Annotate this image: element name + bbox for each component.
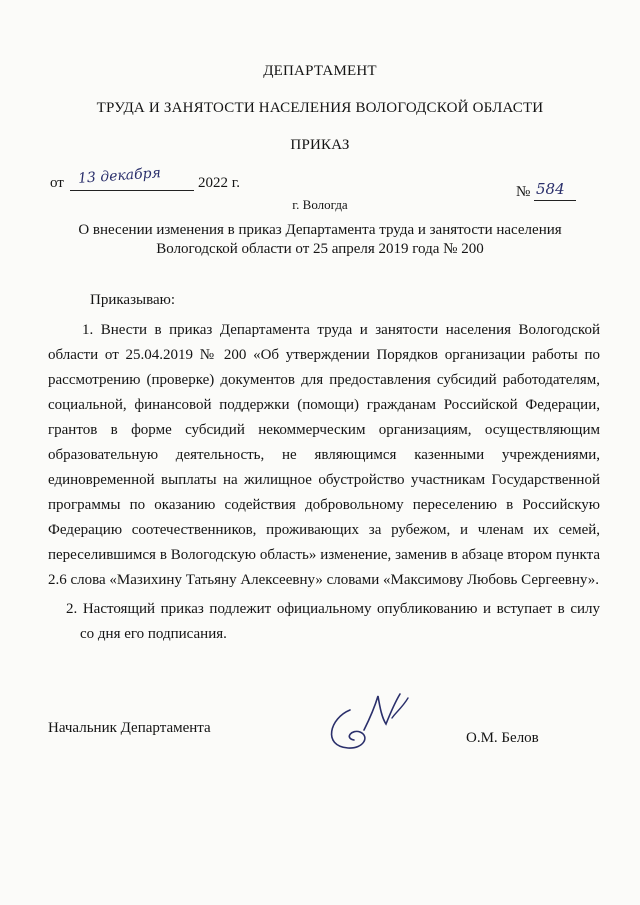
order-body (48, 318, 600, 647)
department-full-name: ТРУДА И ЗАНЯТОСТИ НАСЕЛЕНИЯ ВОЛОГОДСКОЙ ОБЛАСТИ (96, 100, 544, 116)
document-type: ПРИКАЗ (290, 137, 350, 153)
signer-position: Начальник Департамента (48, 720, 211, 736)
signer-name: О.М. Белов (466, 730, 539, 746)
number-prefix: № (516, 184, 531, 200)
order-item-2: 2. Настоящий приказ подлежит официальному опубликованию и вступает в силу со дня его подписания. (66, 601, 600, 642)
department-heading: ДЕПАРТАМЕНТ (263, 63, 377, 79)
city-label: г. Вологда (292, 197, 348, 212)
order-intro: Приказываю: (90, 292, 175, 308)
subject-line-2: Вологодской области от 25 апреля 2019 года № 200 (156, 241, 484, 257)
date-underline (70, 190, 194, 191)
handwritten-signature (320, 688, 440, 768)
date-prefix: от (50, 175, 64, 191)
handwritten-number: 584 (536, 180, 565, 198)
handwritten-date: 13 декабря (77, 165, 162, 187)
date-year: 2022 г. (198, 175, 240, 191)
subject-line-1: О внесении изменения в приказ Департамента труда и занятости населения (78, 222, 562, 238)
order-item-1: 1. Внести в приказ Департамента труда и занятости населения Вологодской области от 25.04.2019 № 200 «Об утверждении Порядков организации работы по рассмотрению (проверке) документов для предоставления субсидий работодателям, социальной, финансовой поддержки (помощи) гражданам Российской Федерации, грантов в форме субсидий некоммерческим организациям, осуществляющим образовательную деятельность, не являющимся казенными учреждениями, единовременной выплаты на жилищное обустройство участникам Государственной программы по оказанию содействия добровольному переселению в Российскую Федерацию соотечественников, проживающих за рубежом, и членам их семей, переселившимся в Вологодскую область» изменение, заменив в абзаце втором пункта 2.6 слова «Мазихину Татьяну Алексеевну» словами «Максимову Любовь Сергеевну». (48, 322, 600, 588)
